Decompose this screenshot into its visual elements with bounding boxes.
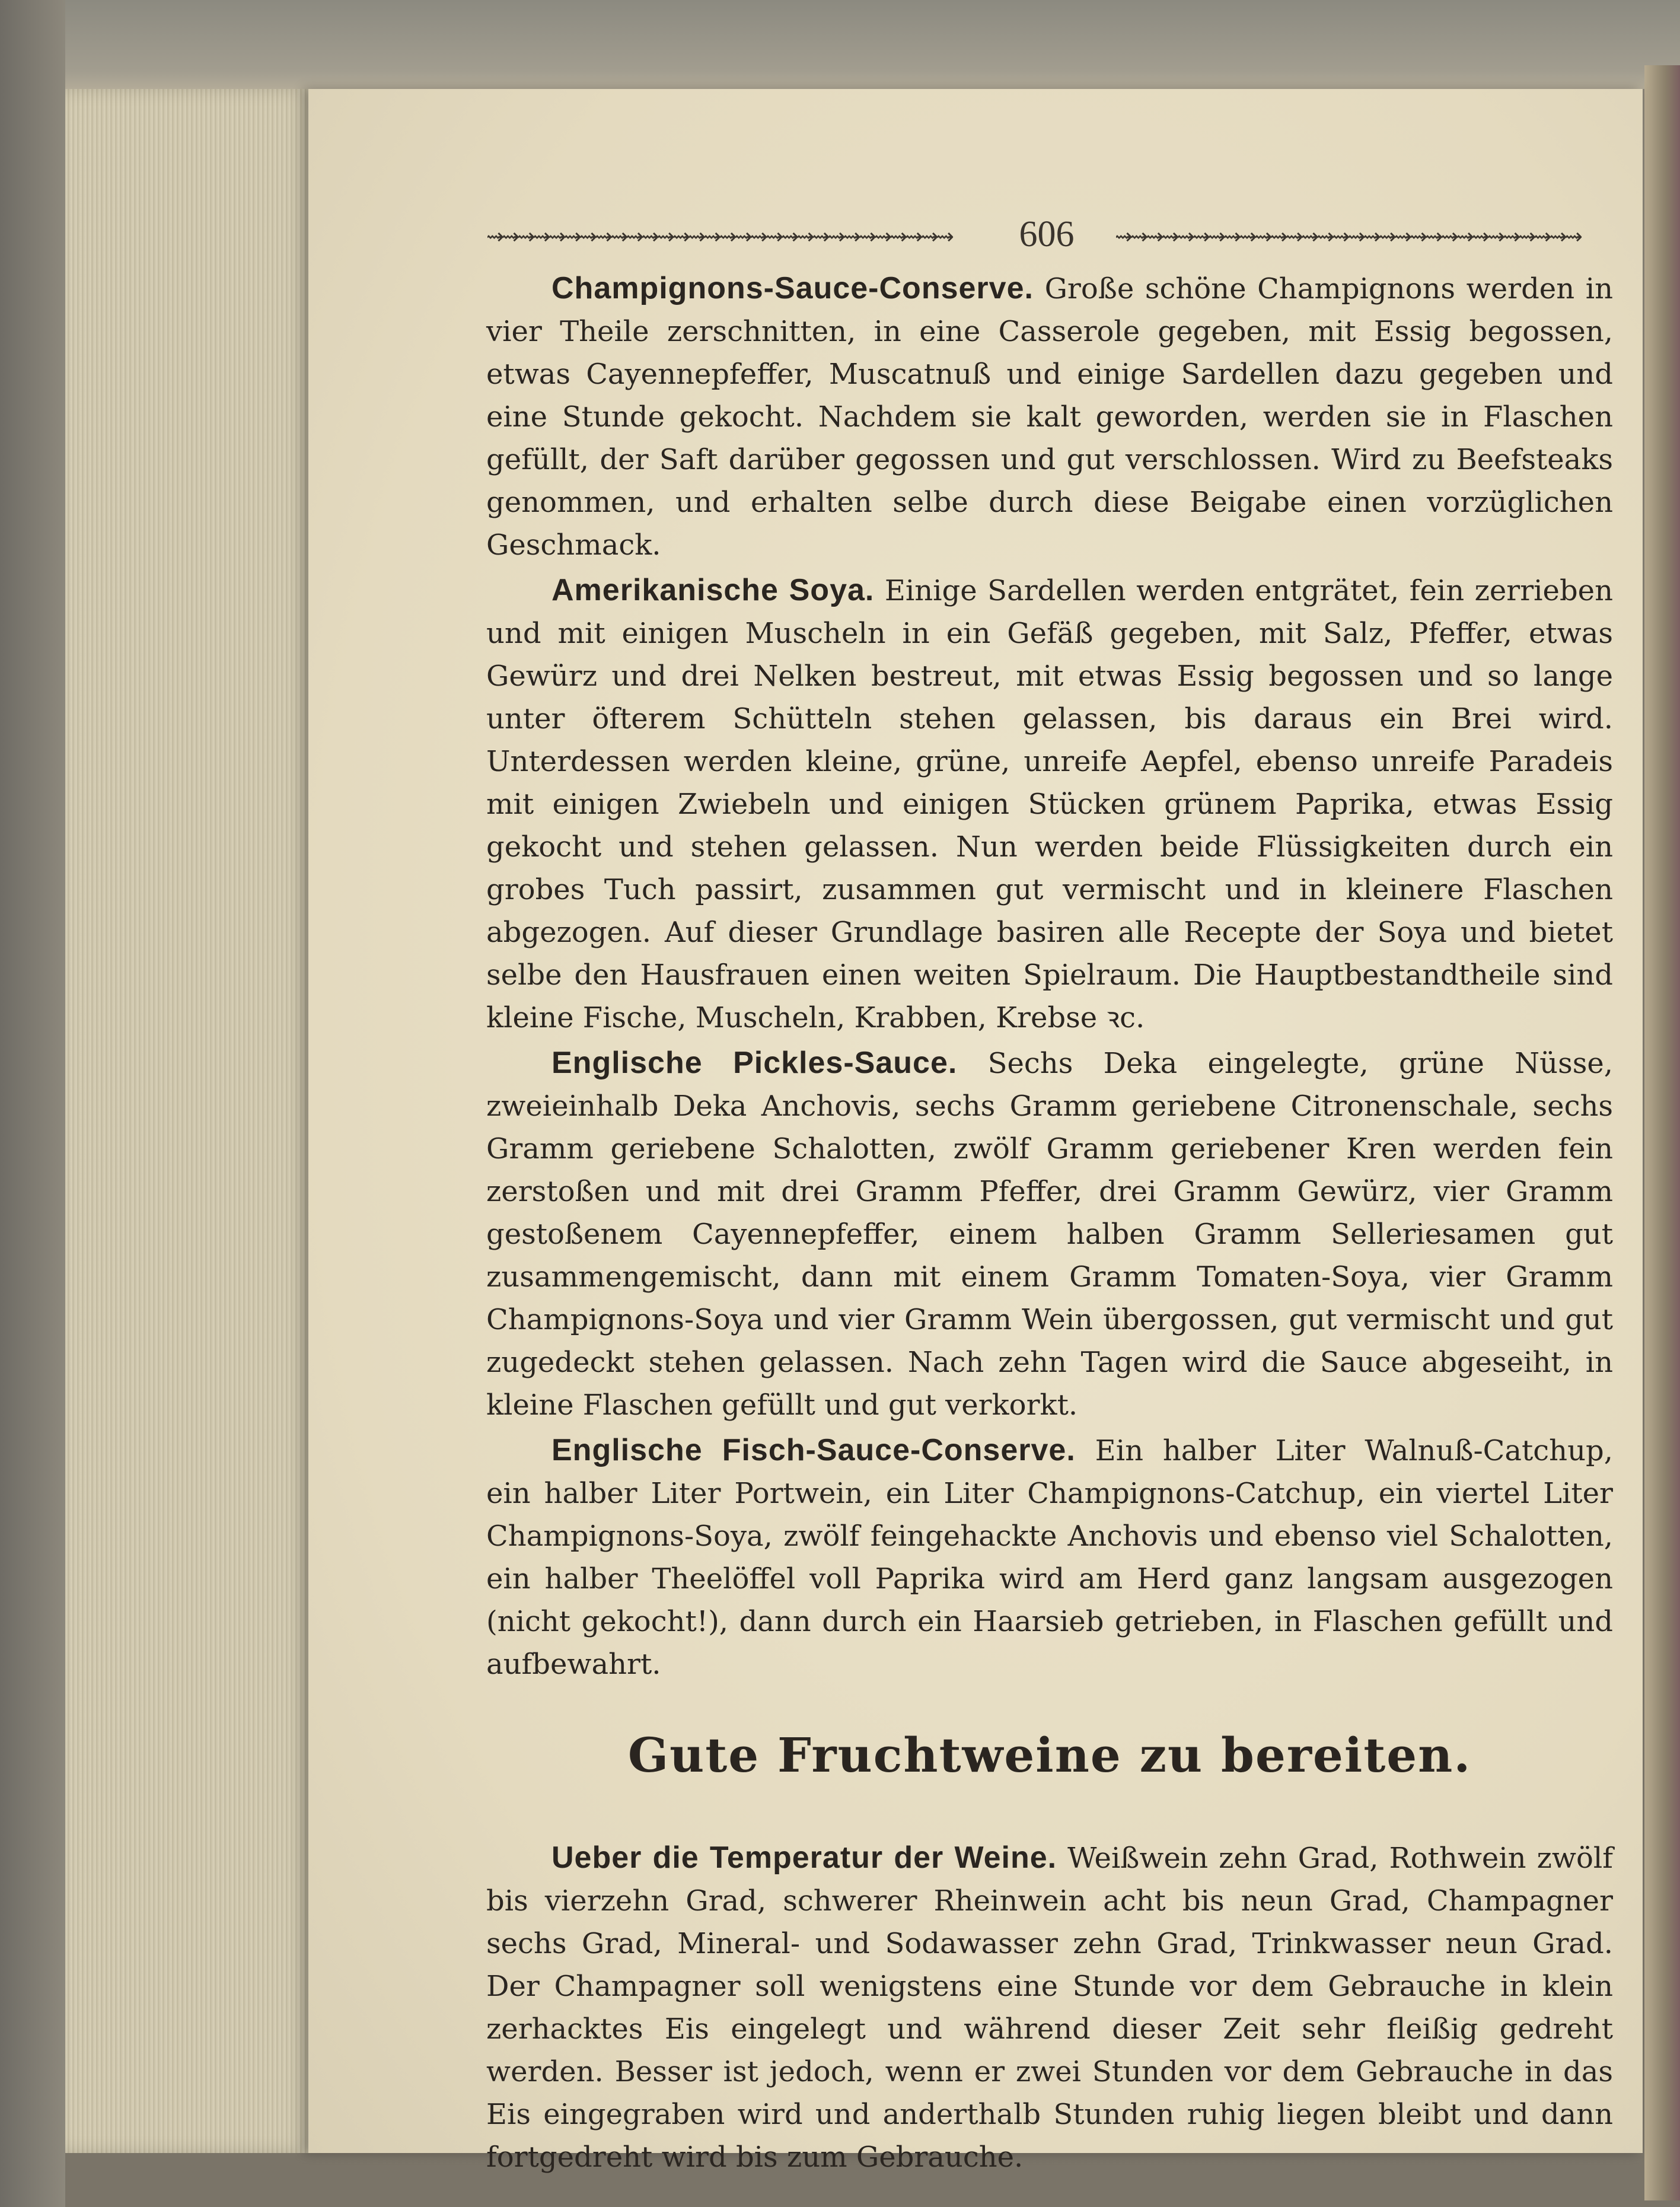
recipe-title: Amerikanische Soya. [552, 573, 875, 607]
book-cover-top [0, 0, 1680, 89]
header-ornament-left: ⇝⇝⇝⇝⇝⇝⇝⇝⇝⇝⇝⇝⇝⇝⇝⇝⇝⇝⇝⇝⇝⇝⇝⇝⇝⇝⇝⇝⇝⇝ [486, 225, 952, 249]
recipe-text: Ein halber Liter Walnuß-Catchup, ein halber Liter Portwein, ein Liter Champignons-Catchup, ein viertel Liter Champignons-Soya, zwölf feingehackte Anchovis und ebenso viel Schalotten, ein halber Theelöffel voll Paprika wird am Herd ganz langsam ausgezogen (nicht gekocht!), dann durch ein Haarsieb getrieben, in Flaschen gefüllt und aufbewahrt. [486, 1434, 1613, 1681]
recipe-champignons [486, 267, 1613, 566]
recipe-pickles [486, 1042, 1613, 1426]
book-cover-left [0, 0, 65, 2207]
recipe-title: Champignons-Sauce-Conserve. [552, 271, 1034, 305]
recipe-soya [486, 569, 1613, 1039]
book-spine [1644, 65, 1680, 2200]
recipe-text: Sechs Deka eingelegte, grüne Nüsse, zweieinhalb Deka Anchovis, sechs Gramm geriebene Citronenschale, sechs Gramm geriebene Schalotten, zwölf Gramm geriebener Kren werden fein zerstoßen und mit drei Gramm Pfeffer, drei Gramm Gewürz, vier Gramm gestoßenem Cayennepfeffer, einem halben Gramm Selleriesamen gut zusammengemischt, dann mit einem Gramm Tomaten-Soya, vier Gramm Champignons-Soya und vier Gramm Wein übergossen, gut vermischt und gut zugedeckt stehen gelassen. Nach zehn Tagen wird die Sauce abgeseiht, in kleine Flaschen gefüllt und gut verkorkt. [486, 1047, 1613, 1422]
page-number: 606 [1019, 214, 1075, 254]
page-edges [65, 89, 314, 2153]
section-intro-text: Weißwein zehn Grad, Rothwein zwölf bis vierzehn Grad, schwerer Rheinwein acht bis neun Grad, Champagner sechs Grad, Mineral- und Sodawasser zehn Grad, Trinkwasser neun Grad. Der Champagner soll wenigstens eine Stunde vor dem Gebrauche in klein zerhacktes Eis eingelegt und während dieser Zeit sehr fleißig gedreht werden. Besser ist jedoch, wenn er zwei Stunden vor dem Gebrauche in das Eis eingegraben wird und anderthalb Stunden ruhig liegen bleibt und dann fortgedreht wird bis zum Gebrauche. [486, 1842, 1613, 2174]
recipe-fish [486, 1429, 1613, 1686]
recipe-title: Englische Fisch-Sauce-Conserve. [552, 1433, 1076, 1467]
recipe-title: Englische Pickles-Sauce. [552, 1046, 958, 1080]
recipe-text: Große schöne Champignons werden in vier Theile zerschnitten, in eine Casserole gegeben, mit Essig begossen, etwas Cayennepfeffer, Muscatnuß und einige Sardellen dazu gegeben und eine Stunde gekocht. Nachdem sie kalt geworden, werden sie in Flaschen gefüllt, der Saft darüber gegossen und gut verschlossen. Wird zu Beefsteaks genommen, und erhalten selbe durch diese Beigabe einen vorzüglichen Geschmack. [486, 272, 1613, 562]
header-ornament-right: ⇝⇝⇝⇝⇝⇝⇝⇝⇝⇝⇝⇝⇝⇝⇝⇝⇝⇝⇝⇝⇝⇝⇝⇝⇝⇝⇝⇝⇝⇝ [1115, 225, 1580, 249]
recipe-text: Einige Sardellen werden entgrätet, fein zerrieben und mit einigen Muscheln in ein Gefäß gegeben, mit Salz, Pfeffer, etwas Gewürz und drei Nelken bestreut, mit etwas Essig begossen und so lange unter öfterem Schütteln stehen gelassen, bis daraus ein Brei wird. Unterdessen werden kleine, grüne, unreife Aepfel, ebenso unreife Paradeis mit einigen Zwiebeln und einigen Stücken grünem Paprika, etwas Essig gekocht und stehen gelassen. Nun werden beide Flüssigkeiten durch ein grobes Tuch passirt, zusammen gut vermischt und in kleinere Flaschen abgezogen. Auf dieser Grundlage basiren alle Recepte der Soya und bietet selbe den Hausfrauen einen weiten Spielraum. Die Hauptbestandtheile sind kleine Fische, Muscheln, Krabben, Krebse ꝛc. [486, 574, 1613, 1034]
section-intro-title: Ueber die Temperatur der Weine. [552, 1840, 1057, 1875]
page-content [486, 202, 1613, 2181]
page-header [486, 202, 1613, 267]
wine-temperature [486, 1836, 1613, 2179]
section-heading: Gute Fruchtweine zu bereiten. [627, 1727, 1472, 1783]
